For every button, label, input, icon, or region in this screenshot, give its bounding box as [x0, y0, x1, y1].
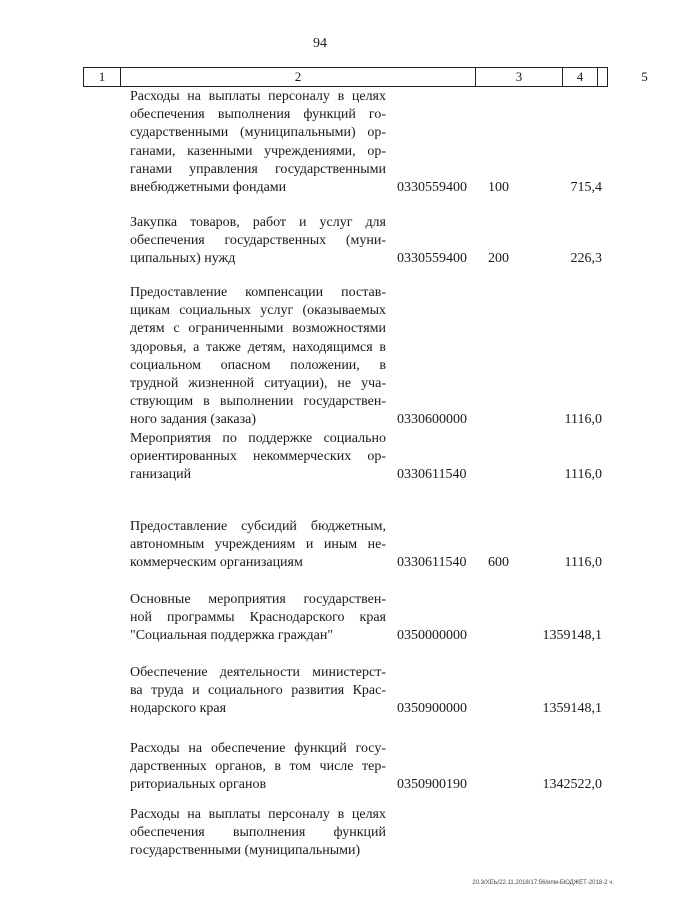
row-description: [130, 591, 386, 646]
row-description: [130, 88, 386, 197]
description-line: риториальных органов: [130, 777, 267, 793]
table-row: [0, 214, 640, 269]
description-line: трудной жизненной ситуации), не уча-: [130, 376, 386, 392]
page-number: 94: [313, 36, 327, 51]
description-line: Основные мероприятия государствен-: [130, 592, 386, 607]
description-line: Предоставление компенсации постав-: [130, 285, 386, 300]
row-amount: 715,4: [570, 180, 602, 195]
description-line: ва труда и социального развития Крас-: [130, 683, 386, 699]
description-line: ганами, казенными учреждениями, ор-: [130, 143, 386, 159]
description-line: Расходы на выплаты персоналу в целях: [130, 89, 386, 104]
row-amount: 226,3: [570, 251, 602, 267]
table-row: [0, 284, 640, 430]
description-line: ципальных) нужд: [130, 251, 236, 267]
description-line: Расходы на обеспечение функций госу-: [130, 741, 386, 756]
description-line: ганами управления государственными: [130, 161, 386, 177]
row-amount: 1342522,0: [542, 777, 602, 793]
row-amount: 1116,0: [564, 412, 602, 428]
table-row: [0, 518, 640, 573]
description-line: Предоставление субсидий бюджетным,: [130, 519, 386, 534]
description-line: "Социальная поддержка граждан": [130, 628, 334, 644]
row-code: 0330611540: [397, 467, 467, 483]
row-code: 0350900190: [397, 777, 467, 793]
row-expense-type: 200: [488, 251, 509, 267]
row-expense-type: 100: [488, 180, 509, 195]
description-line: автономным учреждениям и иным не-: [130, 537, 386, 553]
table-row: [0, 591, 640, 646]
row-description: [130, 664, 386, 719]
description-line: нодарского края: [130, 701, 227, 717]
description-line: щикам социальных услуг (оказываемых: [130, 303, 386, 319]
row-expense-type: 600: [488, 555, 509, 571]
row-amount: 1359148,1: [542, 701, 602, 717]
row-amount: 1116,0: [564, 555, 602, 571]
header-col-4: 4: [563, 68, 598, 86]
description-line: ного задания (заказа): [130, 412, 257, 428]
description-line: Мероприятия по поддержке социально: [130, 431, 386, 446]
row-description: [130, 740, 386, 795]
description-line: коммерческим организациям: [130, 555, 303, 571]
row-code: 0330559400: [397, 180, 467, 195]
description-line: государственными (муниципальными): [130, 843, 361, 859]
description-line: обеспечения государственных (муни-: [130, 233, 386, 249]
description-line: ганизаций: [130, 467, 192, 483]
header-col-5: 5: [641, 69, 648, 84]
table-row: [0, 664, 640, 719]
description-line: обеспечения выполнения функций: [130, 825, 386, 841]
row-code: 0330600000: [397, 412, 467, 428]
footer-stamp: 20.3/ХЕЬ/22.11.2018/17:56/ипм-БЮДЖЕТ-2018-2 ч.: [472, 880, 614, 886]
row-description: [130, 214, 386, 269]
row-amount: 1359148,1: [542, 628, 602, 644]
description-line: Расходы на выплаты персоналу в целях: [130, 807, 386, 822]
table-header: [83, 67, 648, 87]
description-line: социальном опасном положении, в: [130, 357, 386, 373]
description-line: ной программы Краснодарского края: [130, 610, 386, 626]
description-line: сударственными (муниципальными) ор-: [130, 125, 386, 141]
header-col-1: 1: [84, 68, 121, 86]
table-row: [0, 806, 640, 861]
row-code: 0350000000: [397, 628, 467, 644]
description-line: ствующим в выполнении государствен-: [130, 394, 386, 410]
header-col-3: 3: [476, 68, 563, 86]
header-col-2: 2: [121, 68, 476, 86]
description-line: ориентированных некоммерческих ор-: [130, 449, 386, 465]
row-description: [130, 518, 386, 573]
row-description: [130, 430, 386, 485]
table-row: [0, 740, 640, 795]
row-description: [130, 806, 386, 861]
row-amount: 1116,0: [564, 467, 602, 483]
row-description: [130, 284, 386, 430]
description-line: обеспечения выполнения функций го-: [130, 107, 386, 123]
description-line: Закупка товаров, работ и услуг для: [130, 215, 386, 230]
description-line: детям с ограниченными возможностями: [130, 321, 386, 337]
row-code: 0330559400: [397, 251, 467, 267]
description-line: дарственных органов, в том числе тер-: [130, 759, 386, 775]
table-row: [0, 430, 640, 485]
description-line: Обеспечение деятельности министерст-: [130, 665, 386, 680]
description-line: внебюджетными фондами: [130, 180, 287, 196]
row-code: 0330611540: [397, 555, 467, 571]
description-line: здоровья, а также детям, находящимся в: [130, 339, 386, 355]
row-code: 0350900000: [397, 701, 467, 717]
table-row: [0, 88, 640, 197]
